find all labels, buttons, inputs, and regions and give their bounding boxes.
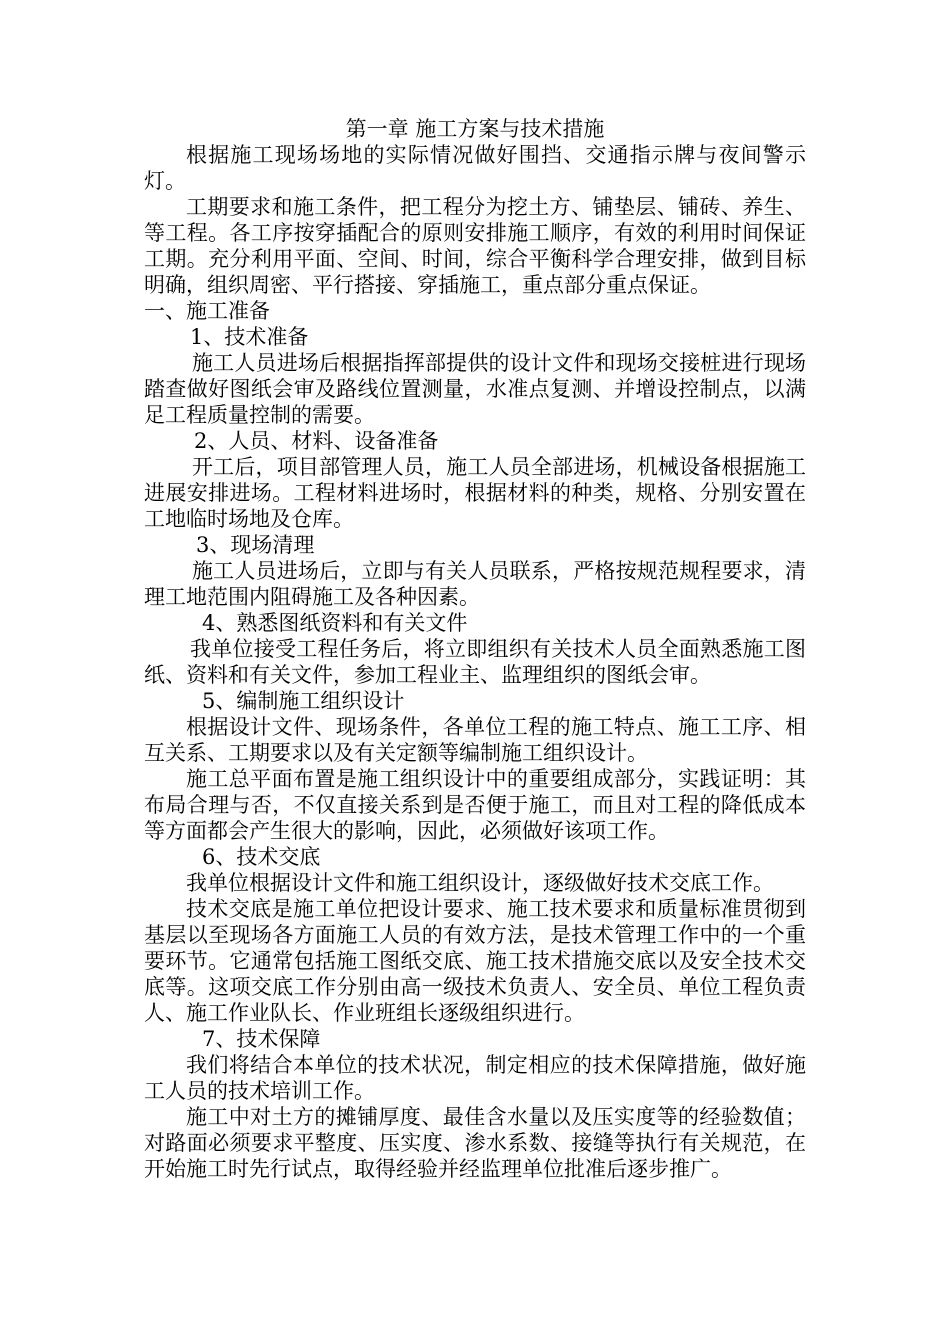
subheading-drawings-documents: 4、熟悉图纸资料和有关文件: [202, 611, 468, 635]
subheading-personnel-materials: 2、人员、材料、设备准备: [194, 429, 439, 453]
section-heading-preparation: 一、施工准备: [144, 299, 270, 323]
paragraph-technical-preparation: 施工人员进场后根据指挥部提供的设计文件和现场交接桩进行现场踏查做好图纸会审及路线位置测量，水准点复测、并增设控制点，以满足工程质量控制的需要。: [144, 351, 806, 427]
paragraph-site-clearing: 施工人员进场后，立即与有关人员联系，严格按规范规程要求，清理工地范围内阻碍施工及各种因素。: [144, 559, 806, 609]
subheading-construction-design: 5、编制施工组织设计: [202, 689, 405, 713]
subheading-technical-briefing: 6、技术交底: [202, 845, 321, 869]
paragraph-drawings-documents: 我单位接受工程任务后，将立即组织有关技术人员全面熟悉施工图纸、资料和有关文件，参加工程业主、监理组织的图纸会审。: [144, 637, 806, 687]
chapter-title: 第一章 施工方案与技术措施: [345, 117, 605, 141]
paragraph-personnel-materials: 开工后，项目部管理人员，施工人员全部进场，机械设备根据施工进展安排进场。工程材料进场时，根据材料的种类，规格、分别安置在工地临时场地及仓库。: [144, 455, 806, 531]
paragraph-site-fencing: 根据施工现场场地的实际情况做好围挡、交通指示牌与夜间警示灯。: [144, 143, 806, 193]
paragraph-technical-briefing-2: 技术交底是施工单位把设计要求、施工技术要求和质量标准贯彻到基层以至现场各方面施工人员的有效方法，是技术管理工作中的一个重要环节。它通常包括施工图纸交底、施工技术措施交底以及安全技术交底等。这项交底工作分别由高一级技术负责人、安全员、单位工程负责人、施工作业队长、作业班组长逐级组织进行。: [144, 897, 806, 1025]
subheading-technical-assurance: 7、技术保障: [202, 1027, 321, 1051]
subheading-site-clearing: 3、现场清理: [196, 533, 315, 557]
paragraph-technical-assurance-2: 施工中对土方的摊铺厚度、最佳含水量以及压实度等的经验数值；对路面必须要求平整度、压实度、渗水系数、接缝等执行有关规范，在开始施工时先行试点，取得经验并经监理单位批准后逐步推广。: [144, 1105, 806, 1181]
paragraph-schedule: 工期要求和施工条件，把工程分为挖土方、铺垫层、铺砖、养生、等工程。各工序按穿插配合的原则安排施工顺序，有效的利用时间保证工期。充分利用平面、空间、时间，综合平衡科学合理安排，做到目标明确，组织周密、平行搭接、穿插施工，重点部分重点保证。: [144, 195, 806, 297]
paragraph-technical-briefing-1: 我单位根据设计文件和施工组织设计，逐级做好技术交底工作。: [186, 871, 774, 895]
paragraph-technical-assurance-1: 我们将结合本单位的技术状况，制定相应的技术保障措施，做好施工人员的技术培训工作。: [144, 1053, 806, 1103]
paragraph-construction-design-2: 施工总平面布置是施工组织设计中的重要组成部分，实践证明：其布局合理与否，不仅直接关系到是否便于施工，而且对工程的降低成本等方面都会产生很大的影响，因此，必须做好该项工作。: [144, 767, 806, 843]
document-page: [144, 116, 806, 1182]
paragraph-construction-design-1: 根据设计文件、现场条件，各单位工程的施工特点、施工工序、相互关系、工期要求以及有关定额等编制施工组织设计。: [144, 715, 806, 765]
subheading-technical-preparation: 1、技术准备: [190, 325, 309, 349]
